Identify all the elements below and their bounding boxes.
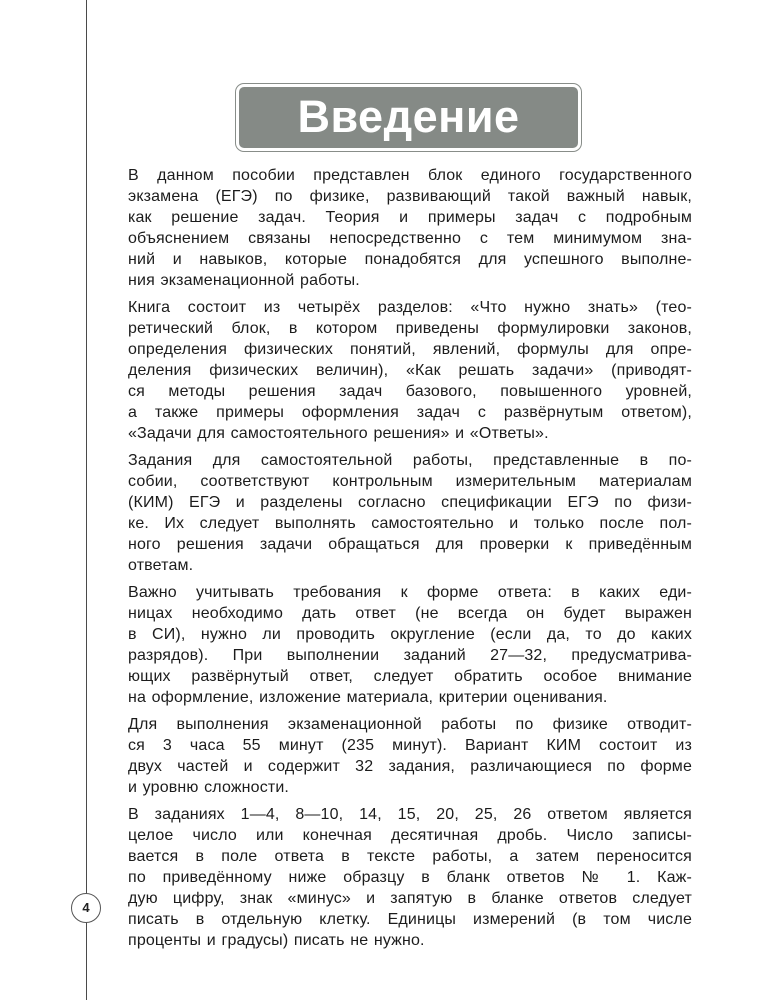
text-line: и уровню сложности. — [128, 779, 290, 796]
title-banner — [236, 84, 581, 151]
text-line: ющих развёрнутый ответ, следует обратить особое внимание — [128, 668, 692, 685]
text-line: в СИ), нужно ли проводить округление (если да, то до каких — [128, 626, 692, 643]
page-number: 4 — [82, 900, 90, 915]
text-line: ного решения задачи обращаться для проверки к приведённым — [128, 536, 692, 553]
paragraph-4 — [128, 582, 692, 708]
text-line: ния экзаменационной работы. — [128, 272, 360, 289]
text-line: ке. Их следует выполнять самостоятельно и только после пол- — [128, 515, 692, 532]
text-line: по приведённому ниже образцу в бланк ответов № 1. Каж- — [128, 869, 692, 886]
text-line: деления физических величин), «Как решать задачи» (приводят- — [128, 362, 692, 379]
paragraph-6 — [128, 804, 692, 951]
text-line: дую цифру, знак «минус» и запятую в бланке ответов следует — [128, 890, 692, 907]
margin-rule — [86, 0, 87, 1000]
text-line: «Задачи для самостоятельного решения» и «Ответы». — [128, 425, 549, 442]
text-line: В заданиях 1—4, 8—10, 14, 15, 20, 25, 26 ответом является — [128, 806, 692, 823]
text-line: ретический блок, в котором приведены формулировки законов, — [128, 320, 692, 337]
paragraph-3 — [128, 450, 692, 576]
paragraph-5 — [128, 714, 692, 798]
text-line: на оформление, изложение материала, критерии оценивания. — [128, 689, 608, 706]
text-line: Важно учитывать требования к форме ответа: в каких еди- — [128, 584, 692, 601]
paragraph-2 — [128, 297, 692, 444]
text-line: собии, соответствуют контрольным измерительным материалам — [128, 473, 692, 490]
text-line: (КИМ) ЕГЭ и разделены согласно спецификации ЕГЭ по физи- — [128, 494, 692, 511]
text-line: писать в отдельную клетку. Единицы измерений (в том числе — [128, 911, 692, 928]
text-line: ницах необходимо дать ответ (не всегда он будет выражен — [128, 605, 692, 622]
text-line: ся 3 часа 55 минут (235 минут). Вариант КИМ состоит из — [128, 737, 692, 754]
text-line: проценты и градусы) писать не нужно. — [128, 932, 425, 949]
text-line: ний и навыков, которые понадобятся для успешного выполне- — [128, 251, 692, 268]
text-line: экзамена (ЕГЭ) по физике, развивающий такой важный навык, — [128, 188, 692, 205]
text-line: Книга состоит из четырёх разделов: «Что нужно знать» (тео- — [128, 299, 692, 316]
text-line: как решение задач. Теория и примеры задач с подробным — [128, 209, 692, 226]
text-line: вается в поле ответа в тексте работы, а затем переносится — [128, 848, 692, 865]
text-line: целое число или конечная десятичная дробь. Число записы- — [128, 827, 692, 844]
page-title: Введение — [297, 90, 520, 142]
body-text — [128, 165, 692, 957]
text-line: Задания для самостоятельной работы, представленные в по- — [128, 452, 692, 469]
text-line: ответам. — [128, 557, 194, 574]
text-line: ся методы решения задач базового, повышенного уровней, — [128, 383, 692, 400]
text-line: а также примеры оформления задач с развёрнутым ответом), — [128, 404, 692, 421]
text-line: объяснением связаны непосредственно с тем минимумом зна- — [128, 230, 692, 247]
text-line: определения физических понятий, явлений, формулы для опре- — [128, 341, 692, 358]
text-line: Для выполнения экзаменационной работы по физике отводит- — [128, 716, 692, 733]
text-line: разрядов). При выполнении заданий 27—32, предусматрива- — [128, 647, 692, 664]
text-line: В данном пособии представлен блок единого государственного — [128, 167, 692, 184]
page-number-badge — [71, 893, 101, 923]
text-line: двух частей и содержит 32 задания, различающиеся по форме — [128, 758, 692, 775]
paragraph-1 — [128, 165, 692, 291]
